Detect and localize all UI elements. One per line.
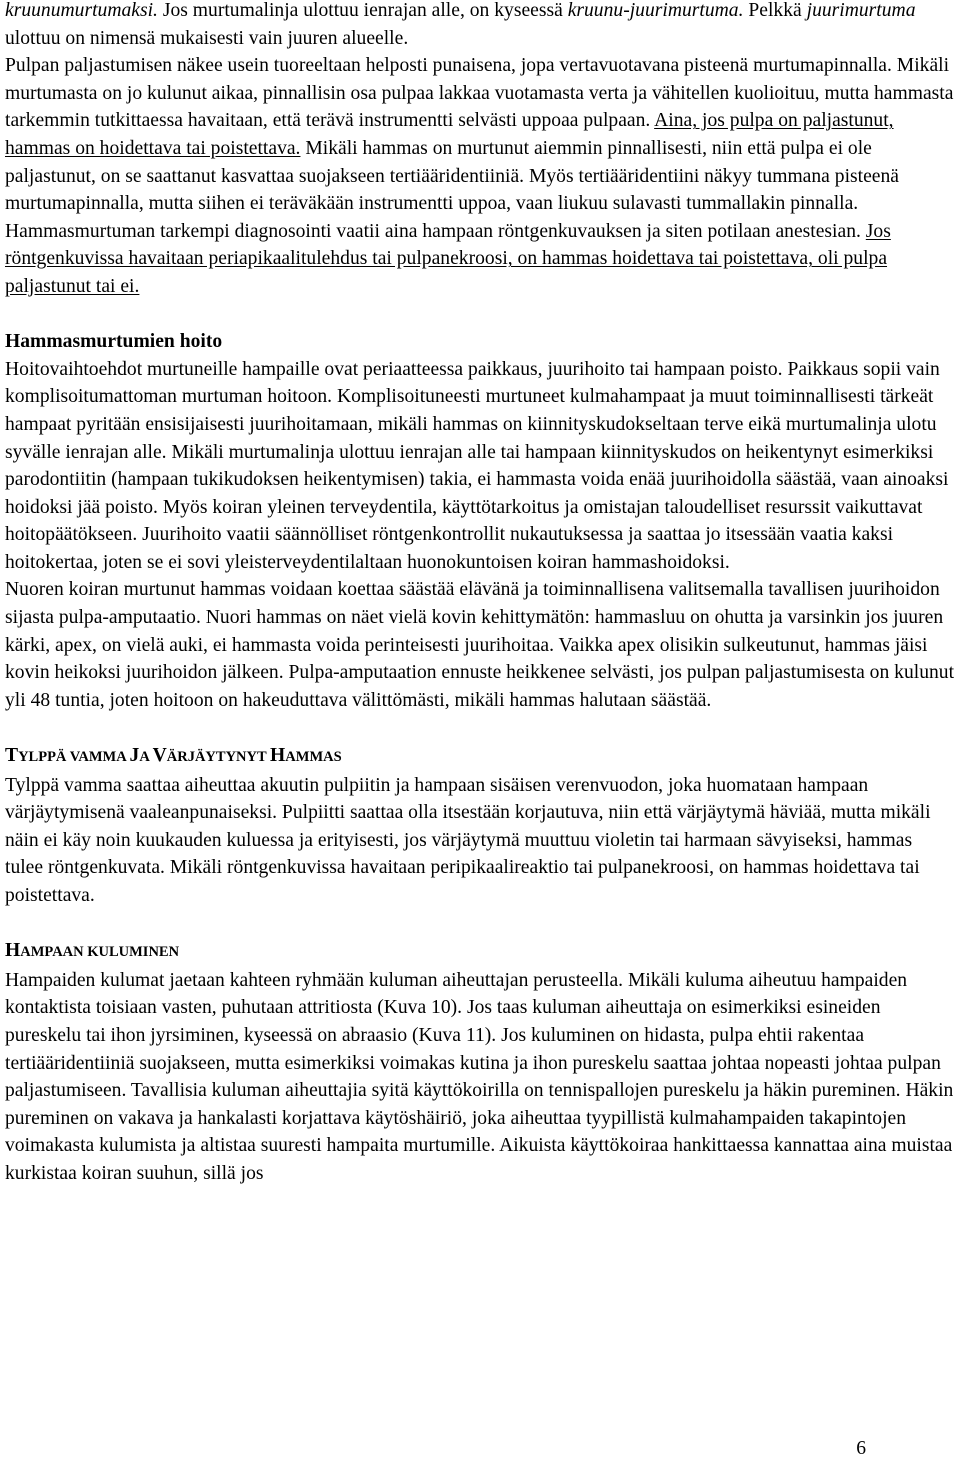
tylppa-paragraph: Tylppä vamma saattaa aiheuttaa akuutin pulpiitin ja hampaan sisäisen verenvuodon, joka huomataan hampaan värjäytymisenä vaaleanpunaiseksi. Pulpiitti saattaa olla itsestään korjautuva, niin että värjäytymä häviää, mutta mikäli näin ei käy noin kuukauden kuluessa ja erityisesti, jos värjäytymä muuttuu violetin tai harmaan sävyiseksi, hammas tulee röntgenkuvata. Mikäli röntgenkuvissa havaitaan peripikaalireaktio tai pulpanekroosi, on hammas hoidettava tai poistettava. — [5, 774, 931, 906]
section-heading-tylppa — [5, 742, 955, 772]
spacer — [5, 301, 955, 329]
intro-text: Mikäli hammas on murtunut aiemmin pinnallisesti, niin että pulpa ei ole paljastunut, on se saattanut kasvattaa suojakseen tertiääridentiiniä. Myös tertiääridentiini näkyy tummana pisteenä murtumapinnalla, mutta siihen ei teräväkään instrumentti uppoa, vaan liukuu sulavasti tummallakin pinnalla. — [5, 137, 899, 215]
heading-cap: H — [5, 940, 21, 962]
heading-small-caps: A — [139, 749, 153, 766]
heading-cap: T — [5, 745, 19, 767]
term-juurimurtuma: juurimurtuma — [806, 0, 916, 21]
intro-paragraph-3 — [5, 218, 955, 301]
section-heading-kuluminen — [5, 937, 955, 967]
term-kruunu-juurimurtuma: kruunu-juurimurtuma. — [567, 0, 744, 21]
heading-cap: H — [270, 745, 286, 767]
term-kruunumurtuma: kruunumurtumaksi. — [5, 0, 158, 21]
page-number: 6 — [856, 1438, 866, 1459]
spacer — [5, 910, 955, 938]
kuluminen-paragraph: Hampaiden kulumat jaetaan kahteen ryhmään kuluman aiheuttajan perusteella. Mikäli kuluma aiheutuu hampaiden kontaktista toisiaan vasten, puhutaan attritiosta (Kuva 10). Jos taas kuluman aiheuttaja on esimerkiksi esineiden pureskelu tai ihon jyrsiminen, kyseessä on abraasio (Kuva 11). Jos kuluminen on hidasta, pulpa ehtii rakentaa tertiääridentiiniä suojakseen, mutta esimerkiksi voimakas kutina ja ihon pureskelu saattaa johtaa nopeasti johtaa pulpan paljastumiseen. Tavallisia kuluman aiheuttajia syitä käyttökoirilla on tennispallojen pureskelu ja häkin pureminen. Häkin pureminen on vakava ja hankalasti korjattava käytöshäiriö, joka aiheuttaa tyypillistä kulmahampaiden takapintojen voimakasta kulumista ja altistaa suuresti hampaita murtumille. Aikuista käyttökoiraa hankittaessa kannattaa aina muistaa kurkistaa koiran suuhun, sillä jos — [5, 969, 954, 1184]
document-page — [5, 0, 955, 1188]
heading-small-caps: AMPAAN KULUMINEN — [20, 944, 180, 961]
intro-text: Hammasmurtuman tarkempi diagnosointi vaatii aina hampaan röntgenkuvauksen ja siten potilaan anestesian. — [5, 220, 866, 242]
spacer — [5, 714, 955, 742]
heading-cap: J — [129, 745, 140, 767]
intro-text: Pelkkä — [743, 0, 807, 21]
intro-paragraph-1 — [5, 0, 955, 52]
intro-text: Jos murtumalinja ulottuu ienrajan alle, on kyseessä — [157, 0, 568, 21]
heading-small-caps: AMMAS — [285, 749, 342, 766]
underlined-statement-pulpa: Aina, jos pulpa on paljastunut, hammas on hoidettava tai poistettava. — [5, 110, 894, 159]
intro-paragraph-2 — [5, 52, 955, 218]
intro-text: ulottuu on nimensä mukaisesti vain juuren alueelle. — [5, 27, 409, 49]
section-heading-hoito: Hammasmurtumien hoito — [5, 331, 223, 353]
hoito-paragraph-1: Hoitovaihtoehdot murtuneille hampaille ovat periaatteessa paikkaus, juurihoito tai hampaan poisto. Paikkaus sopii vain komplisoitumattoman murtuman hoitoon. Komplisoituneesti murtuneet kulmahampaat ja muut toiminnallisesti tärkeät hampaat pyritään ensisijaisesti juurihoitamaan, mikäli hammas on kiinnityskudokseltaan terve eikä murtumalinja ulotu syvälle ienrajan alle. Mikäli murtumalinja ulottuu ienrajan alle tai hampaan kiinnityskudos on heikentynyt esimerkiksi parodontiitin (hampaan tukikudoksen heikentymisen) takia, ei hammasta voida enää juurihoidolla säästää, vaan ainoaksi hoidoksi jää poisto. Myös koiran yleinen terveydentila, käyttötarkoitus ja omistajan taloudelliset resurssit vaikuttavat hoitopäätökseen. Juurihoito vaatii säännölliset röntgenkontrollit nukautuksessa ja saattaa jo itsessään vaatia kaksi hoitokertaa, joten se ei sovi yleisterveydentilaltaan huonokuntoisen koiran hammashoidoksi. — [5, 358, 949, 573]
intro-text: Pulpan paljastumisen näkee usein tuoreeltaan helposti punaisena, jopa vertavuotavana pisteenä murtumapinnalla. Mikäli murtumasta on jo kulunut aikaa, pinnallisin osa pulpaa lakkaa vuotamasta verta ja vähitellen kuolioituu, mutta hammasta tarkemmin tutkittaessa havaitaan, että terävä instrumentti selvästi uppoaa pulpaan. — [5, 55, 954, 132]
heading-cap: V — [152, 745, 167, 767]
underlined-statement-rontgen: Jos röntgenkuvissa havaitaan periapikaalitulehdus tai pulpanekroosi, on hammas hoidettava tai poistettava, oli pulpa paljastunut tai ei. — [5, 220, 891, 297]
heading-small-caps: YLPPÄ VAMMA — [18, 749, 130, 766]
hoito-paragraph-2: Nuoren koiran murtunut hammas voidaan koettaa säästää elävänä ja toiminnallisena valitsemalla tavallisen juurihoidon sijasta pulpa-amputaatio. Nuori hammas on näet vielä kovin kehittymätön: hammasluu on ohutta ja varsinkin jos juuren kärki, apex, on vielä auki, ei hammasta voida perinteisesti juurihoitaa. Vaikka apex olisikin sulkeutunut, hammas jäisi kovin heikoksi juurihoidon jälkeen. Pulpa-amputaation ennuste heikkenee selvästi, jos pulpan paljastumisesta on kulunut yli 48 tuntia, joten hoitoon on hakeuduttava välittömästi, mikäli hammas halutaan säästää. — [5, 579, 955, 711]
heading-small-caps: ÄRJÄYTYNYT — [166, 749, 271, 766]
